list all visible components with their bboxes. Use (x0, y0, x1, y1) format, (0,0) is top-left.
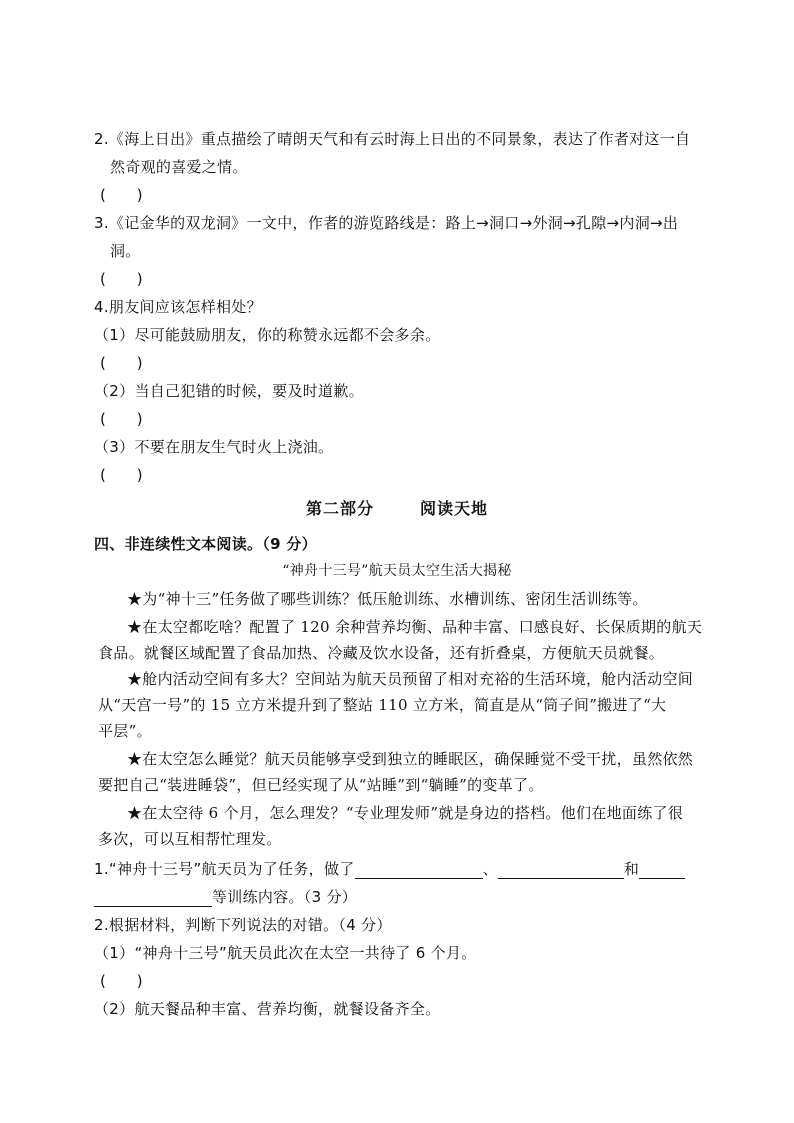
blank-separator-1: 、 (482, 860, 498, 878)
blank-separator-2: 和 (623, 860, 640, 878)
fill-blank-1[interactable] (355, 862, 483, 879)
reading-question-2-title: 2.根据材料，判断下列说法的对错。（4 分） (94, 916, 392, 934)
fill-blank-2[interactable] (498, 862, 624, 879)
question-2-line-1: 2.《海上日出》重点描绘了晴朗天气和有云时海上日出的不同景象，表达了作者对这一自 (94, 130, 691, 148)
paragraph-4-line-1: ★在太空怎么睡觉？航天员能够享受到独立的睡眠区，确保睡觉不受干扰，虽然依然 (127, 750, 694, 768)
question-4-item-1-answer-blank[interactable]: ( ) (100, 354, 143, 372)
reading-question-1-prefix: 1.“神舟十三号”航天员为了任务，做了 (94, 860, 355, 878)
paragraph-2-line-2: 食品。就餐区域配置了食品加热、冷藏及饮水设备，还有折叠桌，方便航天员就餐。 (98, 644, 665, 662)
part-heading-number: 第二部分 (305, 499, 374, 518)
question-4-item-2: （2）当自己犯错的时候，要及时道歉。 (94, 382, 364, 400)
reading-question-1-suffix: 等训练内容。（3 分） (212, 888, 358, 906)
question-4-item-1: （1）尽可能鼓励朋友，你的称赞永远都不会多余。 (94, 326, 441, 344)
paragraph-3-line-2: 从“天宫一号”的 15 立方米提升到了整站 110 立方米，简直是从“筒子间”搬进了“大 (98, 696, 667, 714)
reading-question-1-line-2 (94, 887, 357, 907)
question-2-line-2: 然奇观的喜爱之情。 (110, 158, 248, 176)
paragraph-4-line-2: 要把自己“装进睡袋”，但已经实现了从“站睡”到“躺睡”的变革了。 (98, 776, 544, 794)
reading-question-2-item-2: （2）航天餐品种丰富、营养均衡，就餐设备齐全。 (94, 1000, 441, 1018)
question-4-item-3: （3）不要在朋友生气时火上浇油。 (94, 438, 334, 456)
question-4-item-3-answer-blank[interactable]: ( ) (100, 466, 143, 484)
reading-question-1-line-1 (94, 859, 685, 879)
question-3-line-1: 3.《记金华的双龙洞》一文中，作者的游览路线是：路上→洞口→外洞→孔隙→内洞→出 (94, 214, 679, 232)
question-4-title: 4.朋友间应该怎样相处？ (94, 298, 262, 316)
part-heading (0, 499, 794, 519)
fill-blank-3-end[interactable] (94, 890, 212, 907)
paragraph-3-line-3: 平层”。 (98, 722, 152, 740)
article-title: “神舟十三号”航天员太空生活大揭秘 (282, 563, 512, 579)
question-3-line-2: 洞。 (110, 242, 141, 260)
paragraph-2-line-1: ★在太空都吃啥？配置了 120 余种营养均衡、品种丰富、口感良好、长保质期的航天 (127, 618, 703, 636)
paragraph-5-line-1: ★在太空待 6 个月，怎么理发？“专业理发师”就是身边的搭档。他们在地面练了很 (127, 804, 684, 822)
reading-question-2-item-1-answer-blank[interactable]: ( ) (100, 972, 143, 990)
question-4-item-2-answer-blank[interactable]: ( ) (100, 410, 143, 428)
part-heading-name: 阅读天地 (420, 499, 489, 518)
question-2-answer-blank[interactable]: ( ) (100, 186, 143, 204)
fill-blank-3-start[interactable] (639, 862, 685, 879)
question-3-answer-blank[interactable]: ( ) (100, 270, 143, 288)
paragraph-3-line-1: ★舱内活动空间有多大？空间站为航天员预留了相对充裕的生活环境，舱内活动空间 (127, 670, 694, 688)
paragraph-1: ★为“神十三”任务做了哪些训练？低压舱训练、水槽训练、密闭生活训练等。 (127, 590, 648, 608)
paragraph-5-line-2: 多次，可以互相帮忙理发。 (98, 830, 282, 848)
reading-question-2-item-1: （1）“神舟十三号”航天员此次在太空一共待了 6 个月。 (94, 944, 477, 962)
section-title: 四、非连续性文本阅读。（9 分） (94, 535, 317, 553)
